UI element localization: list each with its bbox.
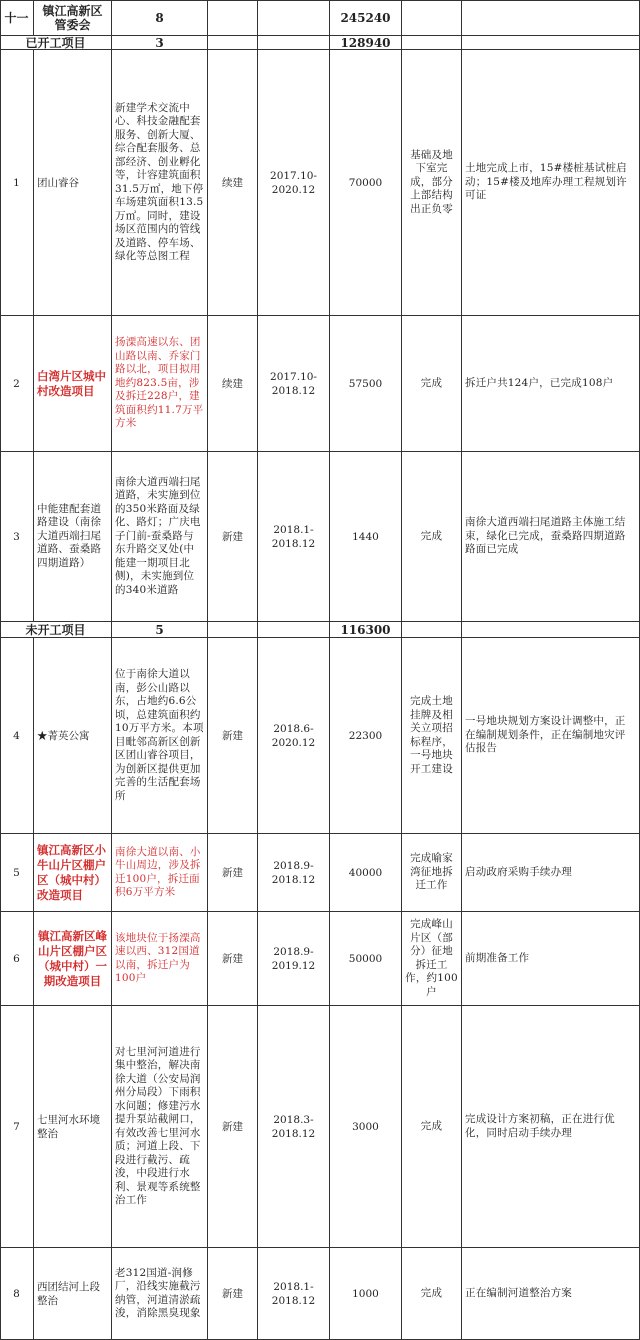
row-goal: 完成 [402, 1248, 462, 1340]
row-description: 南徐大道以南、小牛山周边，涉及拆迁100户，拆迁面积6万平方米 [112, 834, 208, 912]
row-number: 7 [0, 1006, 34, 1248]
row-build-type: 续建 [208, 316, 258, 452]
section-count: 8 [112, 0, 208, 36]
row-goal: 完成土地挂牌及相关立项招标程序，一号地块开工建设 [402, 638, 462, 834]
row-number: 8 [0, 1248, 34, 1340]
row-description: 新建学术交流中心、科技金融配套服务、创新大厦、综合配套服务、总部经济、创业孵化等，计容建筑面积31.5万㎡，地下停车场建筑面积13.5万㎡。同时，建设场区范围内的管线及道路、停车场、绿化等总图工程 [112, 50, 208, 316]
notstarted-goal-blank [402, 622, 462, 638]
section-progress-blank [462, 0, 640, 36]
row-progress: 启动政府采购手续办理 [462, 834, 640, 912]
started-period-blank [258, 36, 330, 50]
row-build-type: 续建 [208, 50, 258, 316]
row-project-name: 西团结河上段整治 [34, 1248, 112, 1340]
section-goal-blank [402, 0, 462, 36]
row-investment: 1440 [330, 452, 402, 622]
row-goal: 完成喻家湾征地拆迁工作 [402, 834, 462, 912]
row-description: 该地块位于扬溧高速以西、312国道以南，拆迁户为100户 [112, 912, 208, 1006]
row-number: 1 [0, 50, 34, 316]
row-description: 对七里河河道进行集中整治，解决南徐大道（公安局润州分局段）下雨积水问题；修建污水提升泵站截闸口，有效改善七里河水质；河道上段、下段进行截污、疏浚，中段进行水利、景观等系统整治工作 [112, 1006, 208, 1248]
row-goal: 完成 [402, 452, 462, 622]
row-build-type: 新建 [208, 834, 258, 912]
notstarted-count: 5 [112, 622, 208, 638]
row-progress: 南徐大道西端扫尾道路主体施工结束，绿化已完成，蚕桑路四期道路路面已完成 [462, 452, 640, 622]
row-period: 2018.3-2018.12 [258, 1006, 330, 1248]
row-investment: 50000 [330, 912, 402, 1006]
row-period: 2017.10-2018.12 [258, 316, 330, 452]
section-name: 镇江高新区管委会 [34, 0, 112, 36]
notstarted-type-blank [208, 622, 258, 638]
row-project-name: 镇江高新区峰山片区棚户区（城中村）一期改造项目 [34, 912, 112, 1006]
row-period: 2018.1-2018.12 [258, 452, 330, 622]
started-total: 128940 [330, 36, 402, 50]
row-number: 2 [0, 316, 34, 452]
section-number: 十一 [0, 0, 34, 36]
row-period: 2017.10-2020.12 [258, 50, 330, 316]
row-investment: 57500 [330, 316, 402, 452]
notstarted-label: 未开工项目 [0, 622, 112, 638]
section-type-blank [208, 0, 258, 36]
row-progress: 前期准备工作 [462, 912, 640, 1006]
row-build-type: 新建 [208, 912, 258, 1006]
section-total: 245240 [330, 0, 402, 36]
row-period: 2018.6-2020.12 [258, 638, 330, 834]
row-goal: 基础及地下室完成，部分上部结构出正负零 [402, 50, 462, 316]
row-investment: 22300 [330, 638, 402, 834]
row-progress: 一号地块规划方案设计调整中，正在编制规划条件，正在编制地灾评估报告 [462, 638, 640, 834]
row-investment: 1000 [330, 1248, 402, 1340]
notstarted-progress-blank [462, 622, 640, 638]
row-goal: 完成峰山片区（部分）征地拆迁工作，约100户 [402, 912, 462, 1006]
section-period-blank [258, 0, 330, 36]
row-progress: 拆迁户共124户，已完成108户 [462, 316, 640, 452]
row-goal: 完成 [402, 316, 462, 452]
row-build-type: 新建 [208, 1248, 258, 1340]
started-progress-blank [462, 36, 640, 50]
row-investment: 3000 [330, 1006, 402, 1248]
row-number: 4 [0, 638, 34, 834]
row-number: 6 [0, 912, 34, 1006]
row-build-type: 新建 [208, 452, 258, 622]
row-project-name: 团山睿谷 [34, 50, 112, 316]
row-project-name: 中能建配套道路建设（南徐大道西端扫尾道路、蚕桑路四期道路） [34, 452, 112, 622]
started-label: 已开工项目 [0, 36, 112, 50]
notstarted-period-blank [258, 622, 330, 638]
row-period: 2018.9-2019.12 [258, 912, 330, 1006]
row-project-name: 镇江高新区小牛山片区棚户区（城中村）改造项目 [34, 834, 112, 912]
row-progress: 正在编制河道整治方案 [462, 1248, 640, 1340]
row-period: 2018.9-2018.12 [258, 834, 330, 912]
started-type-blank [208, 36, 258, 50]
notstarted-total: 116300 [330, 622, 402, 638]
row-build-type: 新建 [208, 638, 258, 834]
row-build-type: 新建 [208, 1006, 258, 1248]
row-project-name: 七里河水环境整治 [34, 1006, 112, 1248]
row-investment: 40000 [330, 834, 402, 912]
row-project-name: 白湾片区城中村改造项目 [34, 316, 112, 452]
row-number: 5 [0, 834, 34, 912]
row-goal: 完成 [402, 1006, 462, 1248]
row-number: 3 [0, 452, 34, 622]
started-count: 3 [112, 36, 208, 50]
started-goal-blank [402, 36, 462, 50]
row-project-name: ★菁英公寓 [34, 638, 112, 834]
row-progress: 完成设计方案初稿，正在进行优化，同时启动手续办理 [462, 1006, 640, 1248]
row-period: 2018.1-2018.12 [258, 1248, 330, 1340]
row-description: 位于南徐大道以南，彭公山路以东，占地约6.6公顷，总建筑面积约10万平方米。本项目毗邻高新区创新区团山睿谷项目，为创新区提供更加完善的生活配套场所 [112, 638, 208, 834]
row-description: 老312国道-润修厂，沿线实施截污纳管，河道清淤疏浚，消除黑臭现象 [112, 1248, 208, 1340]
row-description: 南徐大道西端扫尾道路，未实施到位的350米路面及绿化、路灯；广庆电子门前-蚕桑路与东升路交叉处(中能建一期项目北侧)，未实施到位的340米道路 [112, 452, 208, 622]
row-investment: 70000 [330, 50, 402, 316]
row-progress: 土地完成上市，15#楼桩基试桩启动；15#楼及地库办理工程规划许可证 [462, 50, 640, 316]
row-description: 扬溧高速以东、团山路以南、乔家门路以北，项目拟用地约823.5亩，涉及拆迁228户，建筑面积约11.7万平方米 [112, 316, 208, 452]
